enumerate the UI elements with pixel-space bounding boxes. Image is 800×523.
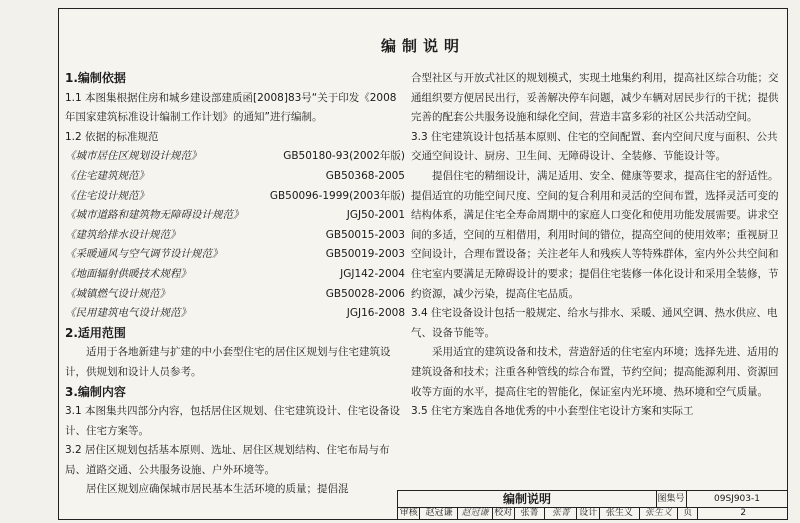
standard-item [65, 206, 405, 226]
design-label: 设计 [577, 507, 599, 519]
para-3-2b: 居住区规划应确保城市居民基本生活环境的质量；提倡混 [86, 483, 349, 496]
standard-item [65, 265, 405, 285]
standard-item [65, 187, 405, 207]
page-number: 2 [740, 508, 747, 518]
standard-code: GB50028-2006 [325, 287, 405, 300]
standard-code: JGJ142-2004 [340, 267, 405, 280]
standard-name: 《住宅设计规范》 [65, 189, 149, 202]
para-1-1: 1.1 本图集根据住房和城乡建设部建质函[2008]83号“关于印发《2008年国家建筑标准设计编制工作计划》的通知”进行编制。 [65, 91, 397, 124]
para-3-4: 3.4 住宅设备设计包括一般规定、给水与排水、采暖、通风空调、热水供应、电气、设备节能等。 [411, 307, 778, 339]
standard-name: 《住宅建筑规范》 [65, 169, 149, 182]
left-column [65, 69, 405, 500]
standard-code: GB50096-1999(2003年版) [269, 189, 405, 202]
standard-name: 《采暖通风与空气调节设计规范》 [65, 248, 223, 261]
designer-signature: 张生义 [640, 507, 678, 519]
reviewer-signature: 赵冠谦 [458, 507, 492, 519]
standard-item [65, 304, 405, 324]
standard-name: 《地面辐射供暖技术规程》 [65, 267, 191, 280]
standard-name: 《城市居住区规划设计规范》 [65, 150, 202, 163]
para-r1: 合型社区与开放式社区的规划模式，实现土地集约利用，提高社区综合功能；交通组织要方便居民出行，妥善解决停车问题，减少车辆对居民步行的干扰；提供完善的配套公共服务设施和绿化空间，营造丰富多彩的社区公共活动空间。 [411, 72, 779, 124]
standard-code: GB50015-2003 [325, 228, 405, 241]
atlas-number: 09SJ903-1 [686, 491, 788, 508]
para-2: 适用于各地新建与扩建的中小套型住宅的居住区规划与住宅建筑设计，供规划和设计人员参考。 [65, 346, 391, 378]
review-label: 审核 [398, 507, 420, 519]
para-3-1: 3.1 本图集共四部分内容，包括居住区规划、住宅建筑设计、住宅设备设计、住宅方案等。 [65, 405, 401, 437]
standard-code: GB50180-93(2002年版) [283, 150, 405, 163]
standard-item [65, 226, 405, 246]
section-3-heading: 3.编制内容 [65, 384, 126, 399]
section-1-heading: 1.编制依据 [65, 71, 126, 85]
page-title: 编制说明 [380, 37, 465, 55]
reviewer-name: 赵冠谦 [420, 507, 458, 519]
para-r2: 提倡住宅的精细设计，满足适用、安全、健康等要求，提高住宅的舒适性。提倡适宜的功能空间尺度、空间的复合利用和灵活的空间布置，选择灵活可变的结构体系，满足住宅全寿命周期中的家庭人口变化和使用功能发展需要。讲求空间的多适，空间的互相借用，利用时间的错位，提高空间的使用效率；重视厨卫空间设计，合理布置设备；关注老年人和残疾人等特殊群体，室内外公共空间和住宅室内要满足无障碍设计的要求；提倡住宅装修一体化设计和采用全装修，节约资源，减少污染，提高住宅品质。 [411, 169, 779, 300]
designer-name: 张生义 [600, 507, 640, 519]
para-3-5: 3.5 住宅方案选自各地优秀的中小套型住宅设计方案和实际工 [411, 405, 694, 418]
standard-item [65, 285, 405, 305]
standard-code: GB50368-2005 [325, 169, 405, 182]
standard-name: 《民用建筑电气设计规范》 [65, 307, 191, 320]
standard-code: JGJ50-2001 [346, 209, 405, 222]
standard-item [65, 147, 405, 167]
standard-name: 《建筑给排水设计规范》 [65, 228, 181, 241]
title-block [397, 490, 788, 519]
standards-list [65, 147, 405, 323]
standard-item [65, 245, 405, 265]
atlas-number-label: 图集号 [656, 491, 687, 508]
proofreader-signature: 张菁 [545, 507, 577, 519]
page-label: 页 [678, 507, 698, 519]
proofread-label: 校对 [493, 507, 515, 519]
para-r3: 采用适宜的建筑设备和技术，营造舒适的住宅室内环境；选择先进、适用的建筑设备和技术；注重各种管线的综合布置，节约空间；提高能源利用、资源回收等方面的水平，提高住宅的智能化，保证室内光环境、热环境和空气质量。 [411, 346, 779, 398]
para-3-3: 3.3 住宅建筑设计包括基本原则、住宅的空间配置、套内空间尺度与面积、公共交通空间设计、厨房、卫生间、无障碍设计、全装修、节能设计等。 [411, 130, 778, 163]
standard-item [65, 167, 405, 187]
para-3-2: 3.2 居住区规划包括基本原则、选址、居住区规划结构、住宅布局与布局、道路交通、公共服务设施、户外环境等。 [65, 444, 390, 476]
standard-code: JGJ16-2008 [346, 307, 405, 320]
standard-name: 《城市道路和建筑物无障碍设计规范》 [65, 209, 244, 222]
title-block-name: 编制说明 [398, 491, 657, 508]
section-2-heading: 2.适用范围 [65, 325, 126, 340]
proofreader-name: 张菁 [515, 507, 545, 519]
signature-row [398, 507, 788, 519]
right-column [411, 69, 781, 422]
standard-code: GB50019-2003 [325, 248, 405, 261]
drawing-sheet [58, 8, 788, 520]
para-1-2: 1.2 依据的标准规范 [65, 130, 159, 143]
standard-name: 《城镇燃气设计规范》 [65, 287, 170, 300]
